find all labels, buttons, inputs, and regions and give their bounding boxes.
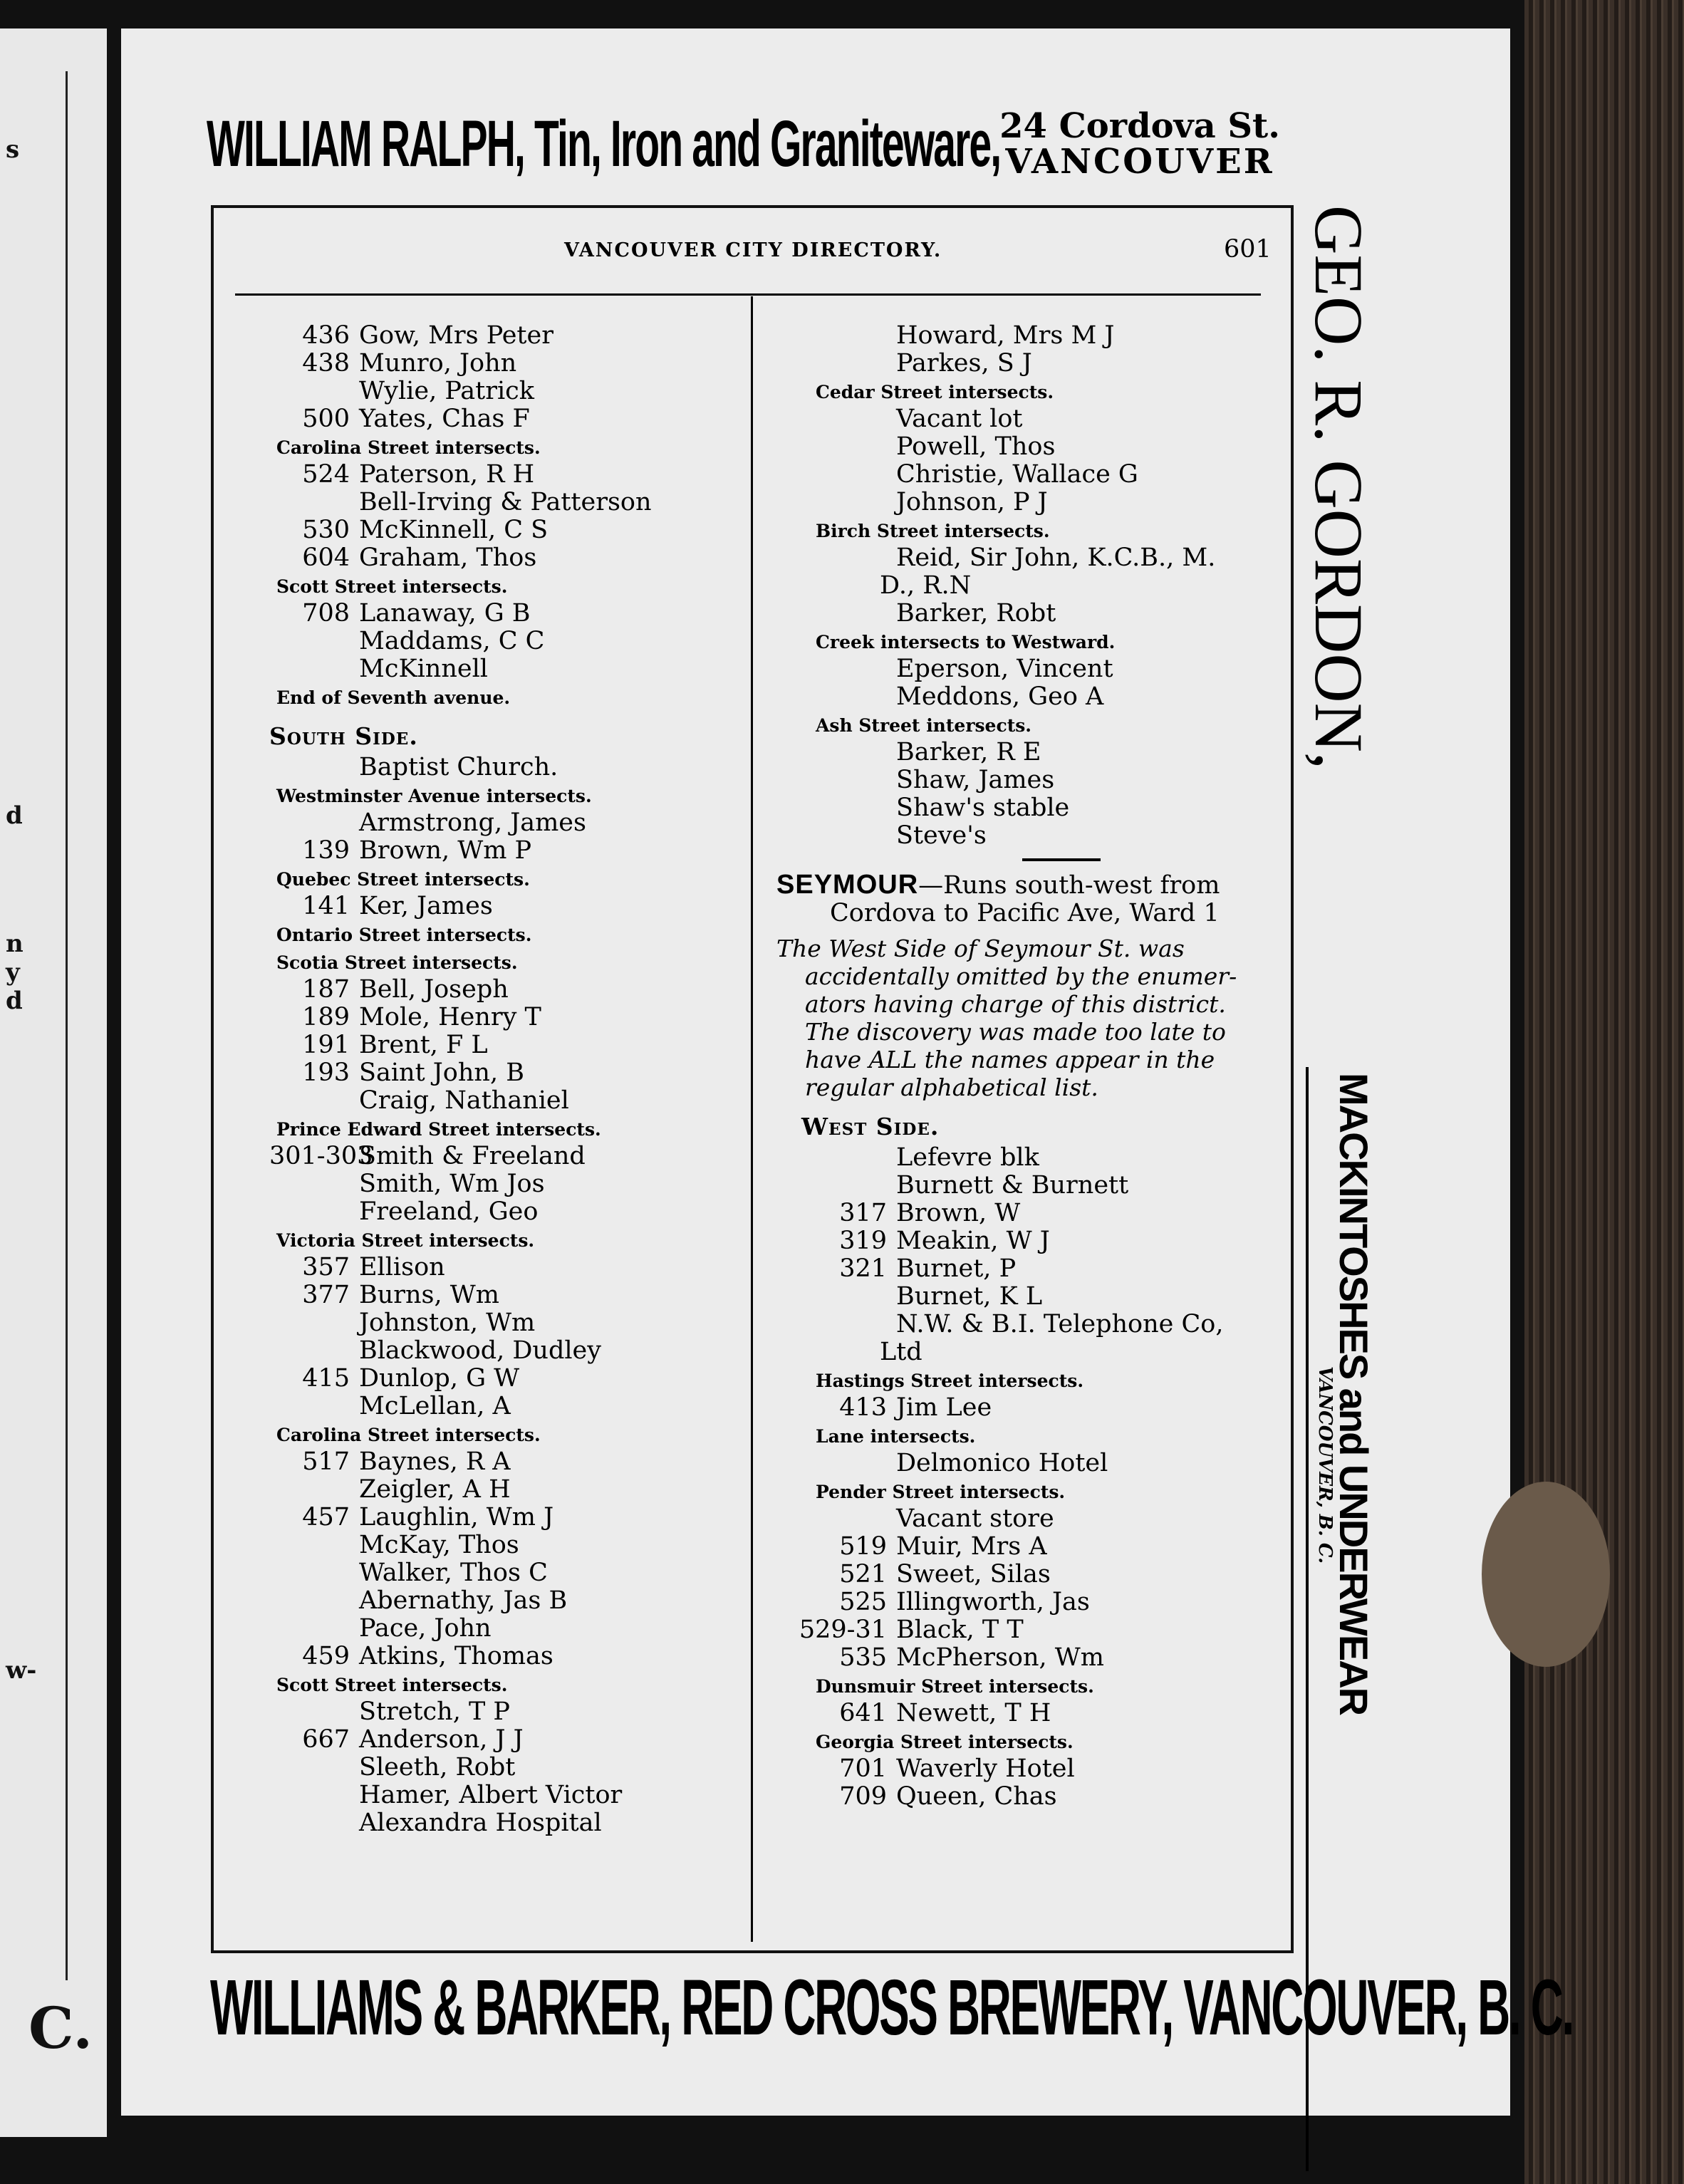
resident-name: Zeigler, A H — [359, 1475, 511, 1504]
street-number: 641 — [839, 1699, 887, 1727]
resident-name: Black, T T — [896, 1616, 1024, 1644]
directory-entry — [269, 1448, 739, 1476]
street-number: 457 — [302, 1503, 350, 1532]
resident-name: Gow, Mrs Peter — [359, 321, 553, 350]
resident-name: Graham, Thos — [359, 544, 537, 572]
resident-name: Johnston, Wm — [359, 1309, 536, 1337]
directory-entry — [776, 1644, 1275, 1672]
section-heading: South Side. — [269, 722, 418, 750]
directory-entry — [269, 405, 739, 433]
note-line: The West Side of Seymour St. was — [776, 935, 1185, 962]
directory-entry — [269, 1726, 739, 1754]
directory-entry — [776, 1505, 1275, 1533]
resident-name: Ker, James — [359, 892, 493, 920]
directory-entry — [776, 1227, 1275, 1255]
resident-name: Pace, John — [359, 1614, 492, 1643]
side-ad-goods: MACKINTOSHES and UNDERWEAR — [1331, 1073, 1376, 1715]
directory-entry — [776, 1200, 1275, 1227]
resident-name: Queen, Chas — [896, 1782, 1057, 1811]
address-street: 24 Cordova St. — [999, 106, 1280, 146]
street-number: 701 — [839, 1754, 887, 1783]
resident-name: Muir, Mrs A — [896, 1532, 1047, 1561]
resident-name: Stretch, T P — [359, 1697, 510, 1726]
resident-name: Jim Lee — [896, 1393, 992, 1422]
resident-name: Saint John, B — [359, 1059, 524, 1087]
previous-page-rule — [0, 71, 68, 1980]
directory-entry — [269, 1198, 739, 1226]
directory-entry — [776, 655, 1275, 683]
directory-entry — [776, 1311, 1275, 1338]
directory-entry — [269, 628, 739, 655]
directory-entry — [269, 350, 739, 378]
directory-entry — [776, 1144, 1275, 1172]
street-number: 530 — [302, 516, 350, 544]
directory-entry — [776, 1450, 1275, 1477]
directory-entry — [269, 1004, 739, 1031]
directory-entry — [269, 1754, 739, 1782]
street-number: 317 — [839, 1199, 887, 1227]
directory-entry — [269, 1615, 739, 1643]
directory-entry — [269, 809, 739, 837]
resident-name: Bell-Irving & Patterson — [359, 488, 652, 516]
resident-name: Brown, Wm P — [359, 836, 532, 865]
bottom-advertisement: WILLIAMS & BARKER, RED CROSS BREWERY, VANCOUVER, B. C. — [210, 1964, 1573, 2052]
resident-name: Lefevre blk — [896, 1143, 1039, 1172]
cross-street-note: Birch Street intersects. — [816, 521, 1050, 541]
directory-entry — [269, 516, 739, 544]
street-number: 191 — [302, 1031, 350, 1059]
directory-entry — [776, 683, 1275, 711]
resident-name: Munro, John — [359, 349, 517, 378]
resident-name: Parkes, S J — [896, 349, 1032, 378]
prev-page-letter: C. — [28, 1995, 93, 2061]
resident-name: McKinnell — [359, 655, 488, 683]
resident-name: Ltd — [880, 1338, 922, 1366]
top-advertisement: WILLIAM RALPH, Tin, Iron and Graniteware, — [207, 108, 1001, 180]
directory-entry — [269, 1587, 739, 1615]
resident-name: Yates, Chas F — [359, 405, 530, 433]
cross-street-note: Ash Street intersects. — [816, 715, 1032, 736]
address-city: VANCOUVER — [1005, 142, 1274, 182]
directory-entry — [776, 1700, 1275, 1727]
header-rule — [235, 293, 1261, 296]
directory-entry — [269, 1281, 739, 1309]
resident-name: Delmonico Hotel — [896, 1449, 1108, 1477]
resident-name: Burnet, K L — [896, 1282, 1043, 1311]
page-header-title: VANCOUVER CITY DIRECTORY. — [564, 239, 942, 261]
resident-name: Eperson, Vincent — [896, 655, 1113, 683]
resident-name: Ellison — [359, 1253, 445, 1281]
resident-name: Paterson, R H — [359, 460, 535, 489]
street-heading — [776, 871, 1275, 900]
column-divider — [751, 296, 753, 1942]
street-number: 413 — [839, 1393, 887, 1422]
resident-name: Vacant store — [896, 1504, 1054, 1533]
resident-name: Armstrong, James — [359, 808, 586, 837]
directory-entry — [269, 1476, 739, 1504]
omission-note — [776, 935, 1275, 1101]
cross-street-note: Pender Street intersects. — [816, 1482, 1066, 1502]
resident-name: Lanaway, G B — [359, 599, 531, 628]
street-number: 708 — [302, 599, 350, 628]
cross-street-note: End of Seventh avenue. — [276, 687, 511, 708]
street-number: 535 — [839, 1643, 887, 1672]
resident-name: Meddons, Geo A — [896, 682, 1104, 711]
prev-page-letter: d — [6, 801, 23, 830]
directory-entry — [269, 1393, 739, 1420]
directory-entry — [776, 1394, 1275, 1422]
right-column — [776, 322, 1275, 1811]
resident-name: Wylie, Patrick — [359, 377, 534, 405]
resident-name: Howard, Mrs M J — [896, 321, 1115, 350]
resident-name: Walker, Thos C — [359, 1559, 548, 1587]
resident-name: McLellan, A — [359, 1392, 511, 1420]
directory-entry — [269, 322, 739, 350]
resident-name: Burnett & Burnett — [896, 1171, 1129, 1200]
resident-name: Laughlin, Wm J — [359, 1503, 554, 1532]
directory-entry — [269, 489, 739, 516]
resident-name: Shaw, James — [896, 766, 1055, 794]
resident-name: Shaw's stable — [896, 794, 1070, 822]
directory-entry — [269, 1532, 739, 1559]
side-ad-name: GEO. R. GORDON, — [1301, 205, 1377, 769]
directory-entry — [269, 837, 739, 865]
directory-entry — [776, 739, 1275, 766]
directory-entry — [269, 1504, 739, 1532]
directory-entry — [269, 1698, 739, 1726]
previous-page-edge — [0, 28, 107, 2137]
street-name: SEYMOUR — [776, 870, 919, 900]
resident-name: Blackwood, Dudley — [359, 1336, 602, 1365]
resident-name: McKay, Thos — [359, 1531, 519, 1559]
resident-name: Brown, W — [896, 1199, 1021, 1227]
directory-entry — [776, 572, 1275, 600]
street-number: 517 — [302, 1447, 350, 1476]
directory-entry — [776, 1172, 1275, 1200]
street-number: 667 — [302, 1725, 350, 1754]
street-number: 319 — [839, 1227, 887, 1255]
resident-name: N.W. & B.I. Telephone Co, — [896, 1310, 1224, 1338]
directory-entry — [776, 433, 1275, 461]
prev-page-letter: y — [6, 958, 20, 987]
cross-street-note: Hastings Street intersects. — [816, 1371, 1084, 1391]
directory-entry — [269, 1809, 739, 1837]
street-number: 529-31 — [799, 1616, 887, 1644]
resident-name: Powell, Thos — [896, 432, 1056, 461]
resident-name: Craig, Nathaniel — [359, 1086, 569, 1115]
resident-name: Brent, F L — [359, 1031, 488, 1059]
directory-entry — [269, 600, 739, 628]
resident-name: Newett, T H — [896, 1699, 1051, 1727]
directory-entry — [776, 766, 1275, 794]
directory-entry — [776, 350, 1275, 378]
resident-name: Freeland, Geo — [359, 1197, 539, 1226]
prev-page-letter: d — [6, 987, 23, 1015]
cross-street-note: Cedar Street intersects. — [816, 382, 1054, 402]
street-number: 604 — [302, 544, 350, 572]
directory-entry — [269, 754, 739, 781]
resident-name: McKinnell, C S — [359, 516, 549, 544]
street-number: 415 — [302, 1364, 350, 1393]
cross-street-note: Carolina Street intersects. — [276, 1425, 541, 1445]
note-line: The discovery was made too late to — [805, 1018, 1226, 1046]
resident-name: Alexandra Hospital — [359, 1809, 602, 1837]
street-number: 521 — [839, 1560, 887, 1588]
directory-entry — [269, 1365, 739, 1393]
directory-entry — [776, 822, 1275, 850]
resident-name: Steve's — [896, 821, 987, 850]
directory-entry — [269, 378, 739, 405]
resident-name: Vacant lot — [896, 405, 1023, 433]
resident-name: Dunlop, G W — [359, 1364, 520, 1393]
resident-name: Hamer, Albert Victor — [359, 1781, 623, 1809]
resident-name: Barker, Robt — [896, 599, 1056, 628]
resident-name: Christie, Wallace G — [896, 460, 1138, 489]
resident-name: D., R.N — [880, 571, 972, 600]
prev-page-letter: s — [6, 135, 20, 164]
directory-entry — [776, 1616, 1275, 1644]
directory-entry — [776, 461, 1275, 489]
street-number: 377 — [302, 1281, 350, 1309]
directory-entry — [776, 1588, 1275, 1616]
resident-name: Burnet, P — [896, 1254, 1017, 1283]
street-number: 436 — [302, 321, 350, 350]
directory-entry — [776, 600, 1275, 628]
directory-entry — [269, 1059, 739, 1087]
prev-page-letter: w- — [6, 1656, 37, 1685]
directory-entry — [776, 1283, 1275, 1311]
cross-street-note: Dunsmuir Street intersects. — [816, 1676, 1094, 1697]
side-advertisement — [1293, 205, 1378, 1986]
page-number: 601 — [1224, 235, 1272, 264]
directory-entry — [269, 976, 739, 1004]
directory-entry — [269, 1170, 739, 1198]
cross-street-note: Carolina Street intersects. — [276, 437, 541, 458]
resident-name: Mole, Henry T — [359, 1003, 541, 1031]
directory-entry — [269, 1309, 739, 1337]
directory-entry — [269, 1143, 739, 1170]
directory-entry — [776, 1338, 1275, 1366]
street-number: 524 — [302, 460, 350, 489]
directory-entry — [269, 1337, 739, 1365]
directory-entry — [269, 1087, 739, 1115]
resident-name: Maddams, C C — [359, 627, 545, 655]
street-number: 709 — [839, 1782, 887, 1811]
directory-entry — [776, 544, 1275, 572]
street-number: 301-303 — [269, 1142, 373, 1170]
resident-name: Baynes, R A — [359, 1447, 511, 1476]
directory-entry — [776, 1255, 1275, 1283]
directory-entry — [776, 1755, 1275, 1783]
directory-entry — [269, 1782, 739, 1809]
resident-name: Johnson, P J — [896, 488, 1048, 516]
cross-street-note: Creek intersects to Westward. — [816, 632, 1116, 652]
street-description: —Runs south-west from — [918, 871, 1220, 900]
street-number: 189 — [302, 1003, 350, 1031]
street-number: 321 — [839, 1254, 887, 1283]
directory-entry — [269, 1643, 739, 1670]
book-binding — [1524, 0, 1684, 2184]
resident-name: McPherson, Wm — [896, 1643, 1104, 1672]
street-number: 357 — [302, 1253, 350, 1281]
section-divider — [1022, 858, 1101, 861]
directory-entry — [776, 794, 1275, 822]
directory-entry — [776, 1561, 1275, 1588]
resident-name: Bell, Joseph — [359, 975, 509, 1004]
section-heading: West Side. — [801, 1113, 940, 1140]
directory-entry — [269, 461, 739, 489]
directory-entry — [269, 893, 739, 920]
resident-name: Waverly Hotel — [896, 1754, 1075, 1783]
street-number: 500 — [302, 405, 350, 433]
directory-entry — [776, 405, 1275, 433]
resident-name: Anderson, J J — [359, 1725, 524, 1754]
directory-entry — [269, 1254, 739, 1281]
resident-name: Burns, Wm — [359, 1281, 499, 1309]
street-number: 519 — [839, 1532, 887, 1561]
prev-page-letter: n — [6, 930, 24, 958]
directory-entry — [776, 322, 1275, 350]
resident-name: Baptist Church. — [359, 753, 558, 781]
right-column-entries-2 — [776, 1144, 1275, 1811]
top-advertisement-address — [983, 108, 1296, 180]
note-line: ators having charge of this district. — [805, 990, 1226, 1018]
cross-street-note: Scotia Street intersects. — [276, 952, 518, 973]
street-number: 141 — [302, 892, 350, 920]
directory-entry — [269, 544, 739, 572]
binding-notch — [1482, 1482, 1610, 1667]
cross-street-note: Scott Street intersects. — [276, 1675, 508, 1695]
street-number: 525 — [839, 1588, 887, 1616]
note-line: have ALL the names appear in the — [805, 1046, 1215, 1073]
resident-name: Sweet, Silas — [896, 1560, 1051, 1588]
street-number: 187 — [302, 975, 350, 1004]
cross-street-note: Quebec Street intersects. — [276, 869, 530, 890]
street-description-cont: Cordova to Pacific Ave, Ward 1 — [830, 899, 1220, 927]
street-number: 459 — [302, 1642, 350, 1670]
resident-name: Smith & Freeland — [359, 1142, 586, 1170]
note-line: accidentally omitted by the enumer- — [805, 962, 1237, 990]
resident-name: Meakin, W J — [896, 1227, 1050, 1255]
resident-name: Barker, R E — [896, 738, 1041, 766]
street-number: 438 — [302, 349, 350, 378]
directory-entry — [269, 1031, 739, 1059]
right-column-entries — [776, 322, 1275, 850]
resident-name: Smith, Wm Jos — [359, 1170, 545, 1198]
cross-street-note: Scott Street intersects. — [276, 576, 508, 597]
street-number: 193 — [302, 1059, 350, 1087]
cross-street-note: Ontario Street intersects. — [276, 925, 532, 945]
directory-entry — [269, 1559, 739, 1587]
resident-name: Abernathy, Jas B — [359, 1586, 568, 1615]
directory-entry — [269, 655, 739, 683]
street-number: 139 — [302, 836, 350, 865]
resident-name: Sleeth, Robt — [359, 1753, 516, 1782]
resident-name: Reid, Sir John, K.C.B., M. — [896, 544, 1216, 572]
cross-street-note: Victoria Street intersects. — [276, 1230, 535, 1251]
resident-name: Atkins, Thomas — [359, 1642, 553, 1670]
directory-entry — [776, 1533, 1275, 1561]
side-ad-place: VANCOUVER, B. C. — [1314, 1366, 1336, 1564]
directory-entry — [776, 489, 1275, 516]
note-line: regular alphabetical list. — [805, 1073, 1098, 1101]
resident-name: Illingworth, Jas — [896, 1588, 1090, 1616]
cross-street-note: Lane intersects. — [816, 1426, 976, 1447]
cross-street-note: Westminster Avenue intersects. — [276, 786, 592, 806]
cross-street-note: Prince Edward Street intersects. — [276, 1119, 601, 1140]
directory-entry — [776, 1783, 1275, 1811]
left-column — [269, 322, 739, 1837]
cross-street-note: Georgia Street intersects. — [816, 1732, 1074, 1752]
